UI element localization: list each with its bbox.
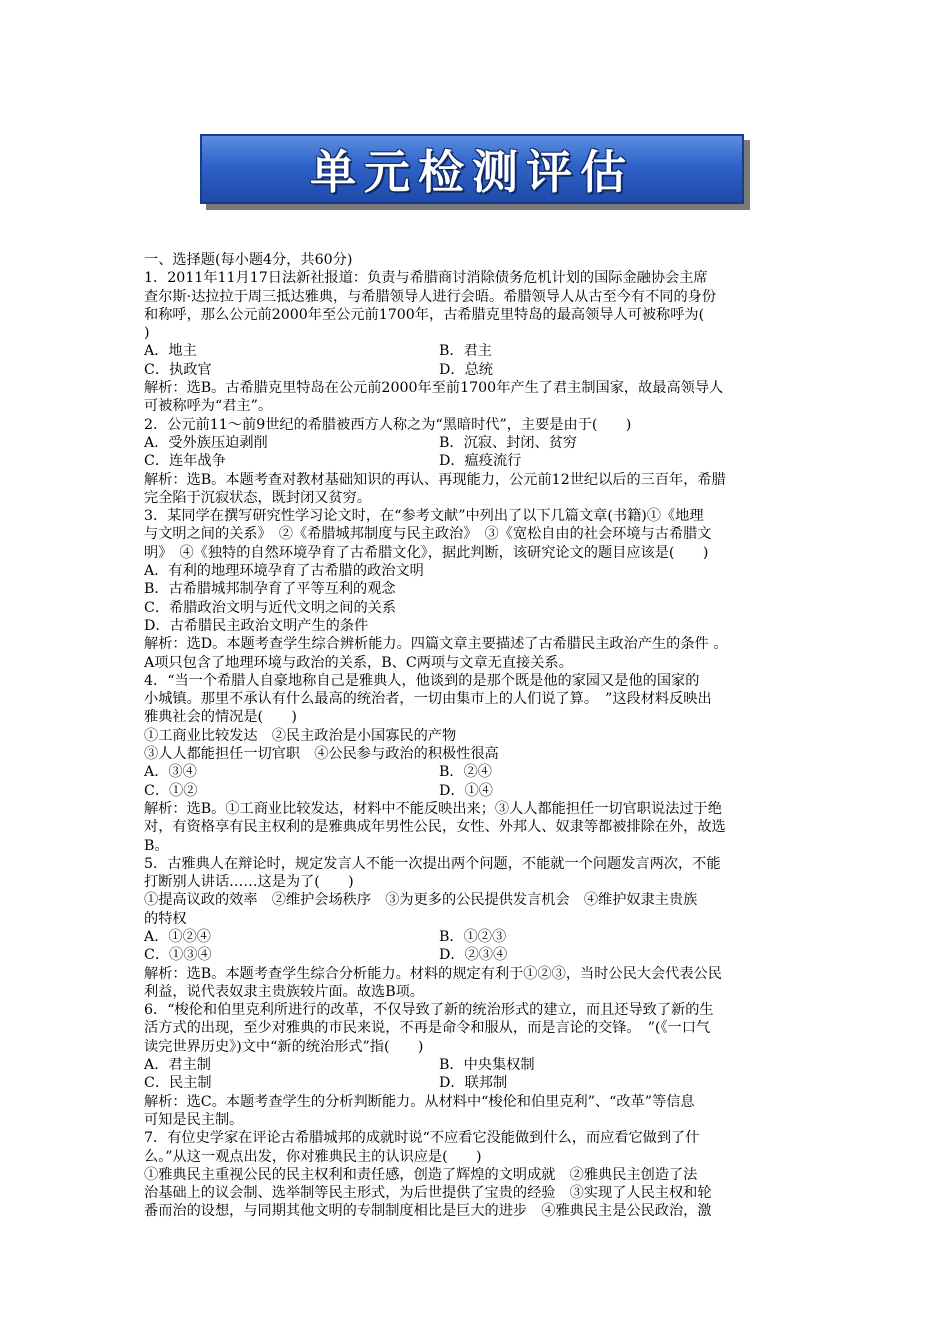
option-text: C．①② <box>144 782 198 799</box>
text-line: 5．古雅典人在辩论时，规定发言人不能一次提出两个问题，不能就一个问题发言两次，不能 <box>144 855 721 872</box>
text-line: 么。”从这一观点出发，你对雅典民主的认识应是( ) <box>144 1148 482 1165</box>
option-text: A．①②④ <box>144 928 211 945</box>
text-line: C．希腊政治文明与近代文明之间的关系 <box>144 599 397 616</box>
text-line: 小城镇。那里不承认有什么最高的统治者，一切由集市上的人们说了算。 ”这段材料反映出 <box>144 691 712 708</box>
text-line: 雅典社会的情况是( ) <box>144 709 297 726</box>
option-text: A．地主 <box>144 343 197 360</box>
option-text: A．君主制 <box>144 1057 211 1074</box>
option-text: D．②③④ <box>439 947 508 964</box>
text-line: 和称呼，那么公元前2000年至公元前1700年，古希腊克里特岛的最高领导人可被称呼为( <box>144 306 705 323</box>
page-title: 单元检测评估 <box>310 145 634 199</box>
option-text: D．瘟疫流行 <box>439 453 522 470</box>
text-line: 解析：选C。本题考查学生的分析判断能力。从材料中“梭伦和伯里克利”、“改革”等信息 <box>144 1093 695 1110</box>
option-row <box>144 946 812 964</box>
banner-plate <box>200 134 744 204</box>
option-text: C．执政官 <box>144 361 212 378</box>
text-line: 明》 ④《独特的自然环境孕育了古希腊文化》，据此判断，该研究论文的题目应该是( ) <box>144 544 709 561</box>
option-row <box>144 1074 812 1092</box>
option-row <box>144 782 812 800</box>
text-line: 6．“梭伦和伯里克利所进行的改革，不仅导致了新的统治形式的建立，而且还导致了新的生 <box>144 1002 714 1019</box>
text-line: 活方式的出现，至少对雅典的市民来说，不再是命令和服从，而是言论的交锋。 ”(《一口气 <box>144 1020 711 1037</box>
document-body <box>144 251 812 1221</box>
text-line: 解析：选B。本题考查对教材基础知识的再认、再现能力，公元前12世纪以后的三百年，希腊 <box>144 471 726 488</box>
text-line: 可知是民主制。 <box>144 1111 244 1128</box>
text-line: 利益，说代表奴隶主贵族较片面。故选B项。 <box>144 983 424 1000</box>
text-line: ①雅典民主重视公民的民主权利和责任感，创造了辉煌的文明成就 ②雅典民主创造了法 <box>144 1166 698 1183</box>
text-line: ③人人都能担任一切官职 ④公民参与政治的积极性很高 <box>144 746 499 763</box>
text-line: B．古希腊城邦制孕育了平等互利的观念 <box>144 581 396 598</box>
option-row <box>144 342 812 360</box>
option-row <box>144 1056 812 1074</box>
option-text: A．受外族压迫剥削 <box>144 434 268 451</box>
text-line: 1．2011年11月17日法新社报道：负责与希腊商讨消除债务危机计划的国际金融协会主席 <box>144 270 708 287</box>
option-row <box>144 763 812 781</box>
text-line: 解析：选B。①工商业比较发达，材料中不能反映出来；③人人都能担任一切官职说法过于绝 <box>144 800 722 817</box>
text-line: 番而治的设想，与同期其他文明的专制制度相比是巨大的进步 ④雅典民主是公民政治，激 <box>144 1203 712 1220</box>
option-row <box>144 361 812 379</box>
text-line: 治基础上的议会制、选举制等民主形式，为后世提供了宝贵的经验 ③实现了人民主权和轮 <box>144 1185 712 1202</box>
option-row <box>144 452 812 470</box>
option-text: B．①②③ <box>439 928 507 945</box>
text-line: A．有利的地理环境孕育了古希腊的政治文明 <box>144 563 424 580</box>
text-line: A项只包含了地理环境与政治的关系，B、C两项与文章无直接关系。 <box>144 654 573 671</box>
title-banner <box>200 134 750 210</box>
option-text: C．连年战争 <box>144 453 226 470</box>
option-text: B．沉寂、封闭、贫穷 <box>439 434 578 451</box>
option-text: B．②④ <box>439 764 492 781</box>
text-line: 3．某同学在撰写研究性学习论文时，在“参考文献”中列出了以下几篇文章(书籍)①《地理 <box>144 508 704 525</box>
option-text: C．民主制 <box>144 1075 212 1092</box>
text-line: 与文明之间的关系》 ②《希腊城邦制度与民主政治》 ③《宽松自由的社会环境与古希腊文 <box>144 526 712 543</box>
text-line: ①工商业比较发达 ②民主政治是小国寡民的产物 <box>144 727 457 744</box>
text-line: 打断别人讲话……这是为了( ) <box>144 874 354 891</box>
option-row <box>144 928 812 946</box>
option-text: B．中央集权制 <box>439 1057 535 1074</box>
text-line: D．古希腊民主政治文明产生的条件 <box>144 617 369 634</box>
text-line: 读完世界历史》)文中“新的统治形式”指( ) <box>144 1038 424 1055</box>
text-line: ①提高议政的效率 ②维护会场秩序 ③为更多的公民提供发言机会 ④维护奴隶主贵族 <box>144 892 698 909</box>
text-line: 解析：选D。本题考查学生综合辨析能力。四篇文章主要描述了古希腊民主政治产生的条件 。 <box>144 636 728 653</box>
text-line: 4．“当一个希腊人自豪地称自己是雅典人，他谈到的是那个既是他的家园又是他的国家的 <box>144 672 700 689</box>
text-line: 查尔斯·达拉拉于周三抵达雅典，与希腊领导人进行会晤。希腊领导人从古至今有不同的身份 <box>144 288 717 305</box>
option-row <box>144 434 812 452</box>
option-text: A．③④ <box>144 764 197 781</box>
text-line: 2．公元前11～前9世纪的希腊被西方人称之为“黑暗时代”，主要是由于( ) <box>144 416 632 433</box>
text-line: 解析：选B。本题考查学生综合分析能力。材料的规定有利于①②③，当时公民大会代表公民 <box>144 965 722 982</box>
text-line: 的特权 <box>144 910 187 927</box>
option-text: B．君主 <box>439 343 492 360</box>
option-text: D．①④ <box>439 782 493 799</box>
text-line: 解析：选B。古希腊克里特岛在公元前2000年至前1700年产生了君主制国家，故最高领导人 <box>144 380 724 397</box>
text-line: 完全陷于沉寂状态，既封闭又贫穷。 <box>144 489 372 506</box>
text-line: 一、选择题(每小题4分，共60分) <box>144 252 353 268</box>
text-line: 可被称呼为“君主”。 <box>144 398 273 415</box>
option-text: C．①③④ <box>144 947 212 964</box>
option-text: D．联邦制 <box>439 1075 508 1092</box>
option-text: D．总统 <box>439 361 493 378</box>
text-line: 7．有位史学家在评论古希腊城邦的成就时说“不应看它没能做到什么，而应看它做到了什 <box>144 1130 700 1147</box>
text-line: ) <box>144 325 150 342</box>
text-line: B。 <box>144 837 169 854</box>
text-line: 对，有资格享有民主权利的是雅典成年男性公民，女性、外邦人、奴隶等都被排除在外，故选 <box>144 819 726 836</box>
